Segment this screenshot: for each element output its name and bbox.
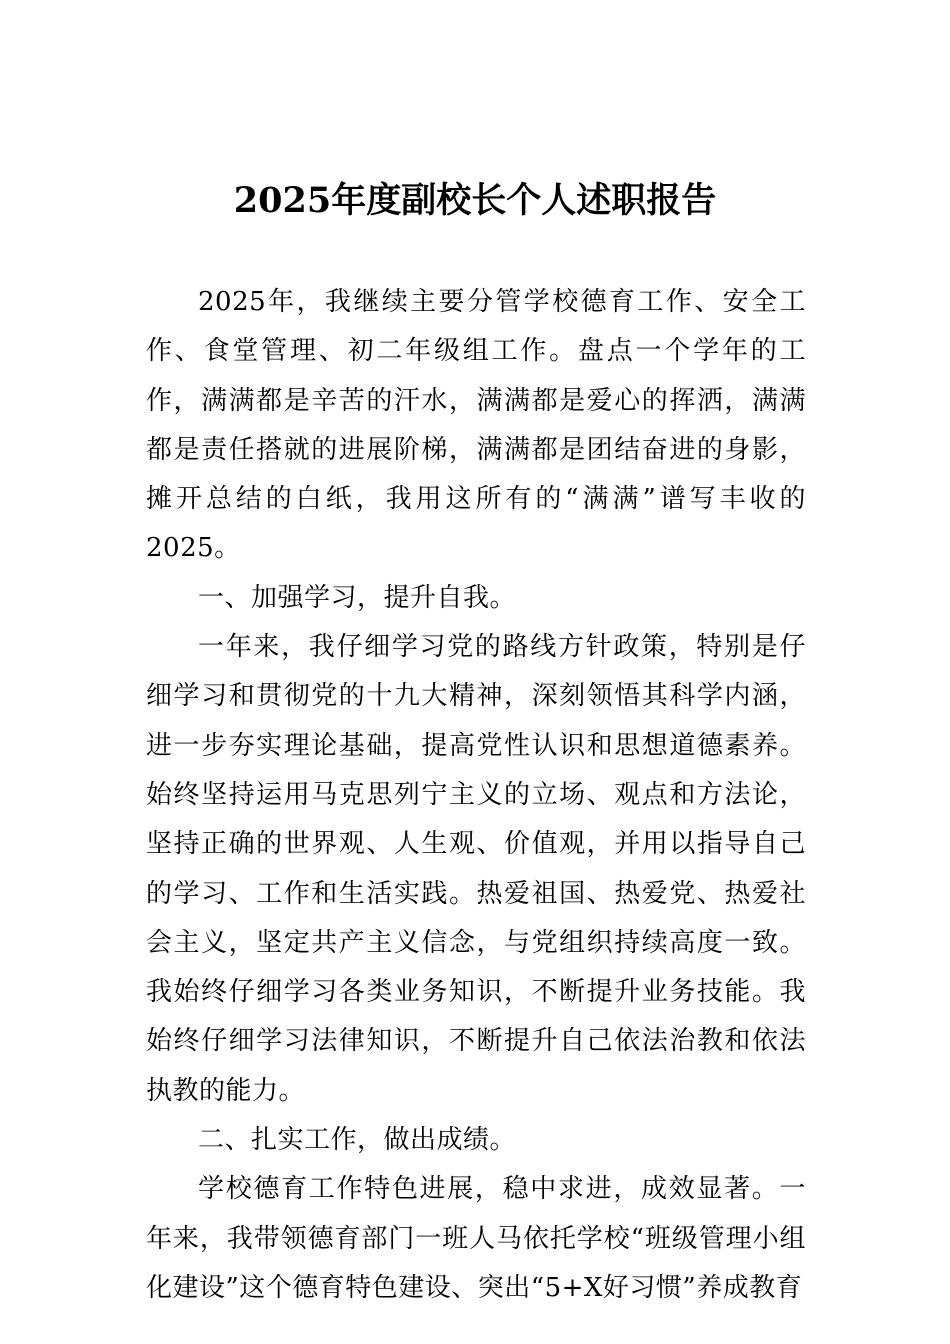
paragraph-study: 一年来，我仔细学习党的路线方针政策，特别是仔细学习和贯彻党的十九大精神，深刻领悟其科学内涵，进一步夯实理论基础，提高党性认识和思想道德素养。始终坚持运用马克思列宁主义的立场、观点和方法论，坚持正确的世界观、人生观、价值观，并用以指导自己的学习、工作和生活实践。热爱祖国、热爱党、热爱社会主义，坚定共产主义信念，与党组织持续高度一致。我始终仔细学习各类业务知识，不断提升业务技能。我始终仔细学习法律知识，不断提升自己依法治教和依法执教的能力。	[146, 632, 806, 1106]
document-title: 2025年度副校长个人述职报告	[233, 180, 717, 221]
section-heading-2: 二、扎实工作，做出成绩。	[198, 1125, 517, 1156]
paragraph-intro: 2025年，我继续主要分管学校德育工作、安全工作、食堂管理、初二年级组工作。盘点一个学年的工作，满满都是辛苦的汗水，满满都是爱心的挥洒，满满都是责任搭就的进展阶梯，满满都是团结奋进的身影，摊开总结的白纸，我用这所有的“满满”谱写丰收的2025。	[146, 287, 806, 564]
document-body	[146, 278, 806, 1313]
section-heading-1: 一、加强学习，提升自我。	[198, 582, 517, 613]
paragraph-moral-education: 学校德育工作特色进展，稳中求进，成效显著。一年来，我带领德育部门一班人马依托学校“班级管理小组化建设”这个德育特色建设、突出“5+X好习惯”养成教育	[146, 1174, 806, 1303]
